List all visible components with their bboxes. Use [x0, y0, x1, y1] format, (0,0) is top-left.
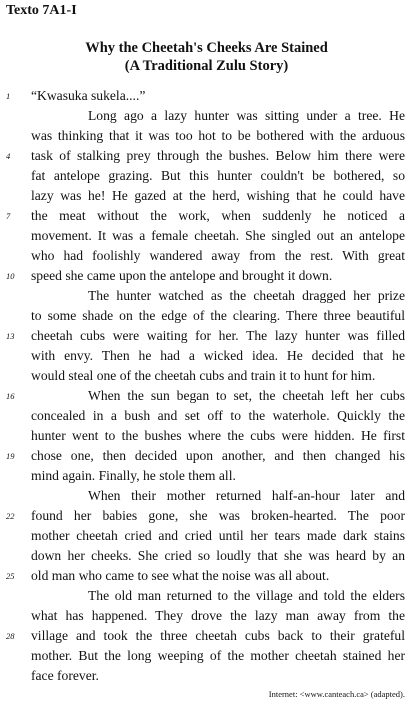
text-line: mother. But the long weeping of the mother cheetah stained her: [31, 648, 405, 663]
line-number: 22: [6, 511, 15, 521]
text-line: was thinking that it was too hot to be bothered with the arduous: [31, 128, 405, 143]
text-line: concealed in a bush and set off to the waterhole. Quickly the: [31, 408, 405, 423]
text-line: fat antelope grazing. But this hunter couldn't be bothered, so: [31, 168, 405, 183]
text-line: movement. It was a female cheetah. She singled out an antelope: [31, 228, 405, 243]
story-subtitle: (A Traditional Zulu Story): [124, 58, 289, 74]
line-number: 25: [6, 571, 15, 581]
text-line: cheetah cubs were waiting for her. The lazy hunter was filled: [31, 328, 405, 343]
text-line: The hunter watched as the cheetah dragged her prize: [88, 288, 405, 303]
text-line: what has happened. They drove the lazy man away from the: [31, 608, 405, 623]
text-line: chose one, then decided upon another, and then changed his: [31, 448, 405, 463]
line-number: 1: [6, 91, 11, 101]
text-line: The old man returned to the village and told the elders: [88, 588, 405, 603]
story-title: Why the Cheetah's Cheeks Are Stained: [85, 40, 328, 56]
text-line: Long ago a lazy hunter was sitting under a tree. He: [88, 108, 405, 123]
line-number: 13: [6, 331, 15, 341]
text-line: lazy was he! He gazed at the herd, wishing that he could have: [31, 188, 405, 203]
text-line: When their mother returned half-an-hour later and: [88, 488, 405, 503]
text-line: task of stalking prey through the bushes. Below him there were: [31, 148, 405, 163]
text-line: to some shade on the edge of the clearing. There three beautiful: [31, 308, 405, 323]
text-line: When the sun began to set, the cheetah left her cubs: [88, 388, 405, 403]
text-line: with envy. Then he had a wicked idea. He decided that he: [31, 348, 405, 363]
text-line: who had foolishly wandered away from the rest. With great: [31, 248, 405, 263]
line-number: 19: [6, 451, 15, 461]
text-line: hunter went to the bushes where the cubs were hidden. He first: [31, 428, 405, 443]
line-number: 16: [6, 391, 15, 401]
text-line: village and took the three cheetah cubs back to their grateful: [31, 628, 405, 643]
text-line: down her cheeks. She cried so loudly that she was heard by an: [31, 548, 405, 563]
text-line: face forever.: [31, 668, 99, 683]
line-number: 4: [6, 151, 11, 161]
text-line: speed she came upon the antelope and brought it down.: [31, 268, 333, 283]
text-line: the meat without the work, when suddenly he noticed a: [31, 208, 405, 223]
line-number: 28: [6, 631, 15, 641]
text-label: Texto 7A1-I: [6, 3, 77, 18]
text-line: “Kwasuka sukela....”: [31, 88, 146, 103]
text-line: found her babies gone, she was broken-hearted. The poor: [31, 508, 405, 523]
source-citation: Internet: <www.canteach.ca> (adapted).: [268, 689, 405, 699]
text-line: mother cheetah cried and cried until her tears made dark stains: [31, 528, 405, 543]
text-line: would steal one of the cheetah cubs and train it to hunt for him.: [31, 368, 376, 383]
line-number: 10: [6, 271, 15, 281]
text-line: old man who came to see what the noise was all about.: [31, 568, 330, 583]
line-number: 7: [6, 211, 11, 221]
text-line: mind again. Finally, he stole them all.: [31, 468, 236, 483]
